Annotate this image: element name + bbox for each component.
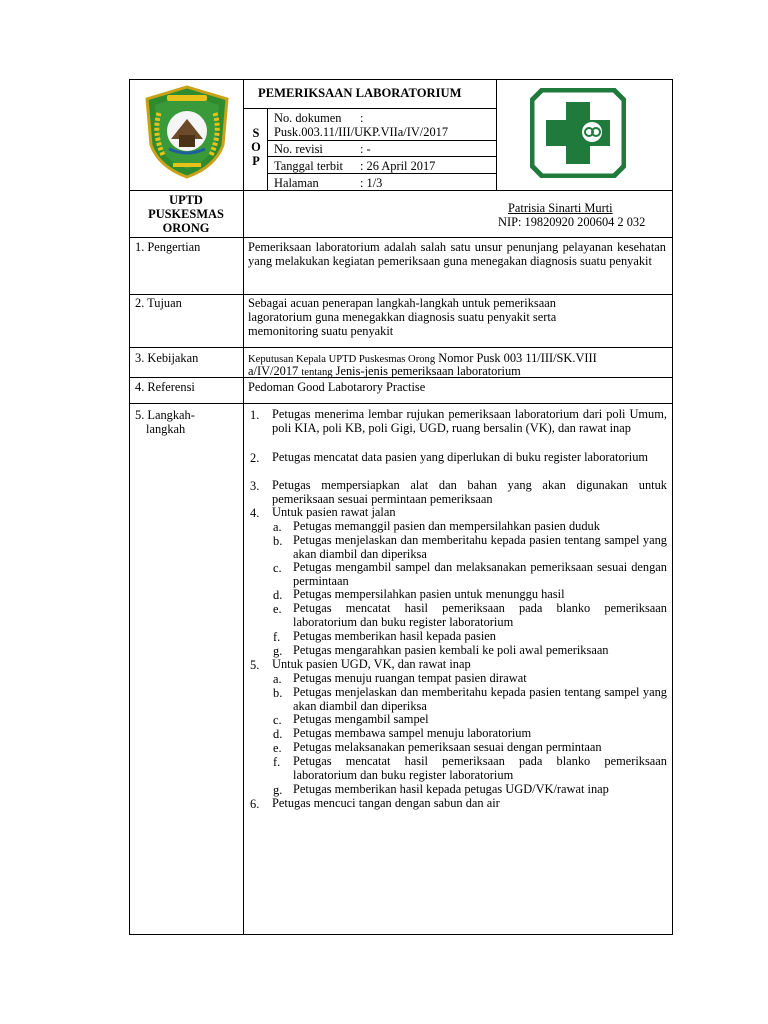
org-line2: PUSKESMAS (148, 207, 224, 221)
signer-nip: NIP: 19820920 200604 2 032 (498, 215, 646, 229)
step-4: Untuk pasien rawat jalan (272, 505, 396, 519)
signer-name: Patrisia Sinarti Murti (508, 201, 613, 215)
step-4a: Petugas memanggil pasien dan mempersilahkan pasien duduk (293, 519, 600, 533)
kebijakan-year: a/IV/2017 (248, 364, 299, 378)
tujuan-label: 2. Tujuan (135, 296, 182, 310)
kebijakan-line2 (248, 364, 521, 380)
row2-bottom (129, 347, 673, 348)
doc-no-colon: : (360, 111, 364, 125)
column-divider (243, 79, 244, 935)
step-6: Petugas mencuci tangan dengan sabun dan air (272, 796, 500, 810)
step-5e: Petugas melaksanakan pemeriksaan sesuai dengan permintaan (293, 740, 602, 754)
kebijakan-about: tentang (301, 367, 333, 378)
substep-letter: f. (273, 630, 281, 644)
step-4f: Petugas memberikan hasil kepada pasien (293, 629, 497, 643)
kebijakan-label: 3. Kebijakan (135, 351, 199, 365)
substep-letter: b. (273, 686, 283, 700)
step-5: Untuk pasien UGD, VK, dan rawat inap (272, 657, 471, 671)
substep-letter: g. (273, 783, 283, 797)
regency-emblem-icon (141, 83, 233, 179)
org-line3: ORONG (162, 221, 210, 235)
step-3: Petugas mempersiapkan alat dan bahan yang akan digunakan untuk pemeriksaan sesuai permintaan pemeriksaan (272, 478, 667, 506)
issued-value: : 26 April 2017 (360, 159, 436, 173)
step-4e: Petugas mencatat hasil pemeriksaan pada blanko pemeriksaan laboratorium dan buku register laboratorium (293, 601, 667, 629)
step-2: Petugas mencatat data pasien yang diperlukan di buku register laboratorium (272, 450, 649, 464)
sop-label (250, 126, 262, 168)
substep-letter: f. (273, 755, 281, 769)
org-line1: UPTD (169, 193, 203, 207)
step-4c: Petugas mengambil sampel dan melaksanakan pemeriksaan sesuai dengan permintaan (293, 560, 667, 588)
header-right-divider (496, 79, 497, 191)
title-underline (243, 108, 496, 109)
step-number: 4. (250, 506, 260, 520)
step-number: 1. (250, 408, 260, 422)
referensi-text: Pedoman Good Labotarory Practise (248, 380, 426, 394)
substep-letter: c. (273, 713, 282, 727)
page-label: Halaman (274, 176, 319, 190)
kebijakan-decree: Keputusan Kepala UPTD Puskesmas Orong (248, 354, 436, 365)
kebijakan-subject: Jenis-jenis pemeriksaan laboratorium (335, 364, 521, 378)
substep-letter: d. (273, 727, 283, 741)
step-1: Petugas menerima lembar rujukan pemeriksaan laboratorium dari poli Umum, poli KIA, poli KB, poli Gigi, UGD, ruang bersalin (VK), dan rawat inap (272, 407, 667, 435)
step-4b: Petugas menjelaskan dan memberitahu kepada pasien tentang sampel yang akan diambil dan diperiksa (293, 533, 667, 561)
row1-bottom (129, 294, 673, 295)
substep-letter: e. (273, 602, 282, 616)
page-value: : 1/3 (360, 176, 383, 190)
substep-letter: d. (273, 588, 283, 602)
org-row-bottom (129, 237, 673, 238)
row-docno-bottom (267, 140, 496, 141)
revision-value: : - (360, 142, 371, 156)
puskesmas-logo-icon (530, 88, 626, 178)
substep-letter: b. (273, 534, 283, 548)
frame-top (129, 79, 673, 80)
substep-letter: a. (273, 520, 282, 534)
step-number: 3. (250, 479, 260, 493)
pengertian-label: 1. Pengertian (135, 240, 201, 254)
step-number: 6. (250, 797, 260, 811)
sop-divider (267, 108, 268, 190)
step-5f: Petugas mencatat hasil pemeriksaan pada blanko pemeriksaan laboratorium dan buku register laboratorium (293, 754, 667, 782)
doc-no-label: No. dokumen (274, 111, 342, 125)
row-issued-bottom (267, 173, 496, 174)
step-4d: Petugas mempersilahkan pasien untuk menunggu hasil (293, 587, 565, 601)
issued-label: Tanggal terbit (274, 159, 343, 173)
step-number: 2. (250, 451, 260, 465)
row4-bottom (129, 403, 673, 404)
step-5d: Petugas membawa sampel menuju laboratorium (293, 726, 532, 740)
sop-letter: O (251, 140, 261, 154)
sop-letter: S (252, 126, 260, 140)
step-number: 5. (250, 658, 260, 672)
frame-right (672, 79, 673, 935)
langkah-label-cont: langkah (146, 422, 186, 436)
step-4g: Petugas mengarahkan pasien kembali ke poli awal pemeriksaan (293, 643, 609, 657)
kebijakan-number: Nomor Pusk 003 11/III/SK.VIII (438, 351, 597, 365)
step-5c: Petugas mengambil sampel (293, 712, 429, 726)
substep-letter: c. (273, 561, 282, 575)
revision-label: No. revisi (274, 142, 323, 156)
substep-letter: a. (273, 672, 282, 686)
doc-no-value: Pusk.003.11/III/UKP.VIIa/IV/2017 (274, 125, 449, 139)
document-title: PEMERIKSAAN LABORATORIUM (258, 86, 462, 100)
substep-letter: g. (273, 644, 283, 658)
substep-letter: e. (273, 741, 282, 755)
step-5b: Petugas menjelaskan dan memberitahu kepada pasien tentang sampel yang akan diambil dan diperiksa (293, 685, 667, 713)
sop-letter: P (252, 154, 260, 168)
tujuan-text: Sebagai acuan penerapan langkah-langkah untuk pemeriksaan lagoratorium guna menegakkan diagnosis suatu penyakit serta memonitoring suatu penyakit (248, 296, 557, 338)
langkah-label: 5. Langkah- (135, 408, 195, 422)
referensi-label: 4. Referensi (135, 380, 195, 394)
step-5a: Petugas menuju ruangan tempat pasien dirawat (293, 671, 527, 685)
step-5g: Petugas memberikan hasil kepada petugas UGD/VK/rawat inap (293, 782, 609, 796)
pengertian-text: Pemeriksaan laboratorium adalah salah satu unsur penunjang pelayanan kesehatan yang melakukan kegiatan pemeriksaan guna menegakan diagnosis suatu penyakit (248, 240, 666, 268)
frame-bottom (129, 934, 673, 935)
header-bottom (129, 190, 673, 191)
row-revision-bottom (267, 156, 496, 157)
